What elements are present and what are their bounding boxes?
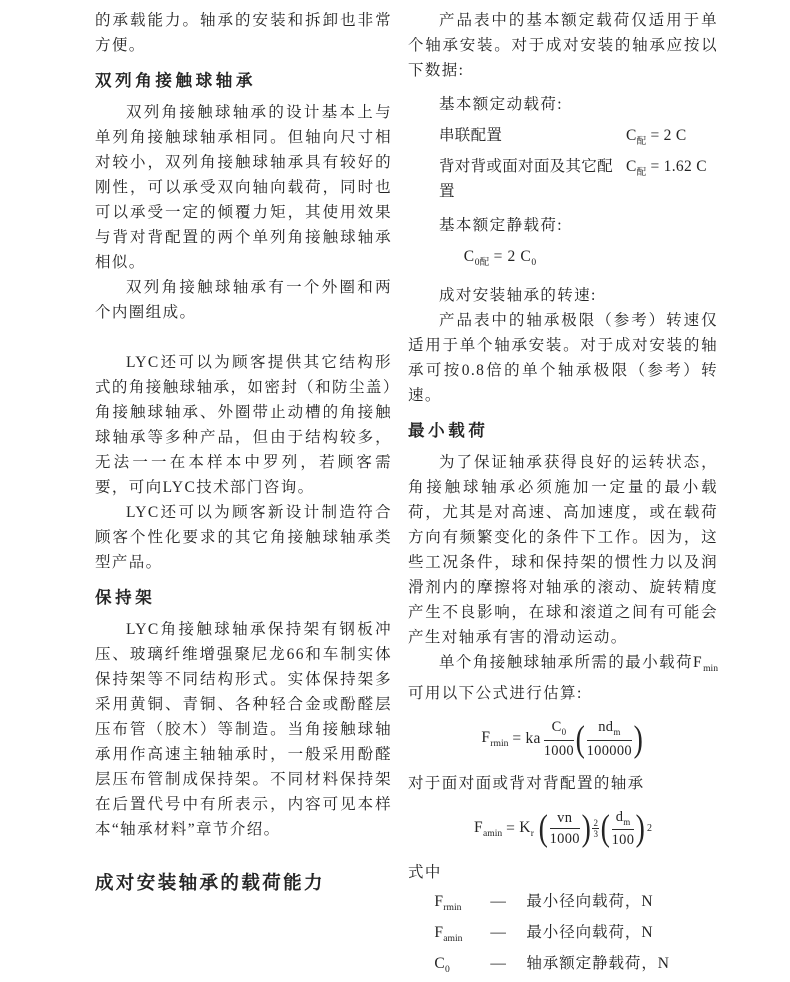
- definition-dash: —: [490, 955, 507, 973]
- right-column: [408, 8, 718, 976]
- static-load-formula: $C_{0配} = 2$ $C_0$: [463, 248, 537, 269]
- row-back-to-back-config: [408, 154, 718, 204]
- heading-cage: 保持架: [95, 589, 156, 607]
- tandem-config-formula: $C_配 = 2$ C: [626, 127, 687, 148]
- left-column: [95, 8, 392, 893]
- famin-coefficient: $K_r$: [519, 818, 534, 839]
- paragraph-face-to-face: 对于面对面或背对背配置的轴承: [408, 774, 645, 792]
- paragraph-minimum-load: 为了保证轴承获得良好的运转状态，角接触球轴承必须施加一定量的最小载荷，尤其是对高速、高加速度，或在载荷方向有频繁变化的条件下工作。因为，这些工况条件，球和保持架的惯性力以及润滑剂内的摩擦将对轴承的滚动、旋转精度产生不良影响，在球和滚道之间有可能会产生对轴承有害的滑动运动。: [408, 454, 718, 647]
- definition-term: $C_0$: [434, 955, 450, 976]
- label-basic-dynamic-load: 基本额定动载荷:: [439, 96, 563, 113]
- definition-dash: —: [490, 924, 507, 942]
- definition-frmin: [408, 889, 718, 920]
- heading-double-row-bearings: 双列角接触球轴承: [95, 72, 257, 90]
- paragraph-double-row-design: 双列角接触球轴承的设计基本上与单列角接触球轴承相同。但轴向尺寸相对较小，双列角接触球轴承具有较好的刚性，可以承受双向轴向载荷，同时也可以承受一定的倾覆力矩，其使用效果与背对背配置的两个单列角接触球轴承相似。: [95, 104, 392, 271]
- close-paren: ): [635, 808, 646, 850]
- fraction-vn-1000: $\frac{vn}{1000}$: [549, 809, 580, 848]
- formula-frmin: [408, 718, 718, 760]
- definition-term: $F_{rmin}$: [434, 893, 462, 914]
- definition-famin: [408, 920, 718, 951]
- fraction-dm-100: $\frac{d_m}{100}$: [611, 808, 635, 849]
- formula-famin: [408, 808, 718, 850]
- open-paren: (: [600, 808, 611, 850]
- fmin-symbol: $F_{min}$: [693, 654, 718, 675]
- label-basic-static-load: 基本额定静载荷:: [439, 217, 563, 235]
- paragraph-cage-materials: LYC角接触球轴承保持架有钢板冲压、玻璃纤维增强聚尼龙66和车制实体保持架等不同结构形式。实体保持架多采用黄铜、青铜、各种轻合金或酚醛层压布管（胶木）等制造。当角接触球轴承用作高速主轴轴承时，一般采用酚醛层压布管制成保持架。不同材料保持架在后置代号中有所表示，内容可见本样本“轴承材料”章节介绍。: [95, 621, 392, 838]
- definition-text: 轴承额定静载荷，N: [526, 955, 670, 973]
- fraction-ndm-100000: $\frac{nd_m}{100000}$: [586, 719, 632, 759]
- open-paren: (: [575, 718, 586, 760]
- label-where: 式中: [408, 864, 442, 882]
- definition-dash: —: [490, 893, 507, 911]
- paragraph-lyc-other-structures: LYC还可以为顾客提供其它结构形式的角接触球轴承，如密封（和防尘盖）角接触球轴承、外圈带止动槽的角接触球轴承等多种产品，但由于结构较多，无法一一在本样本中罗列，若顾客需要，可向LYC技术部门咨询。: [95, 354, 392, 496]
- definition-term: $F_{amin}$: [434, 924, 463, 945]
- back-to-back-config-label: 背对背或面对面及其它配置: [439, 158, 613, 201]
- equals-sign: =: [506, 819, 516, 837]
- exponent-two: 2: [646, 822, 652, 834]
- close-paren: ): [633, 718, 644, 760]
- frmin-coefficient: ka: [525, 730, 541, 748]
- paragraph-lyc-custom: LYC还可以为顾客新设计制造符合顾客个性化要求的其它角接触球轴承类型产品。: [95, 504, 392, 571]
- heading-paired-bearing-load-capacity: 成对安装轴承的载荷能力: [95, 872, 325, 893]
- label-paired-bearing-speed: 成对安装轴承的转速:: [439, 287, 597, 305]
- definition-text: 最小径向载荷，N: [526, 924, 654, 942]
- paragraph-formula-intro: 单个角接触球轴承所需的最小载荷$F_{min}$可用以下公式进行估算:: [408, 654, 718, 703]
- heading-minimum-load: 最小载荷: [408, 422, 489, 441]
- paragraph-rings: 双列角接触球轴承有一个外圈和两个内圈组成。: [95, 279, 392, 321]
- famin-term: $F_{amin}$: [474, 818, 503, 839]
- equals-sign: =: [512, 730, 522, 748]
- paragraph-speed-limit: 产品表中的轴承极限（参考）转速仅适用于单个轴承安装。对于成对安装的轴承可按0.8倍的单个轴承极限（参考）转速。: [408, 312, 718, 405]
- exponent-two-thirds: 2 3: [593, 818, 598, 840]
- fraction-c0-1000: $\frac{C_0}{1000}$: [543, 719, 574, 759]
- open-paren: (: [538, 808, 549, 850]
- definition-text: 最小径向载荷，N: [526, 893, 654, 911]
- paragraph-rated-load: 产品表中的基本额定载荷仅适用于单个轴承安装。对于成对安装的轴承应按以下数据:: [408, 12, 718, 79]
- close-paren: ): [581, 808, 591, 850]
- frmin-term: $F_{rmin}$: [481, 729, 509, 750]
- tandem-config-label: 串联配置: [439, 127, 503, 144]
- definition-c0: [408, 951, 718, 982]
- row-tandem-config: [408, 123, 718, 154]
- back-to-back-config-formula: $C_配 = 1.62$ C: [626, 158, 707, 179]
- paragraph-intro-continuation: 的承载能力。轴承的安装和拆卸也非常方便。: [95, 12, 392, 54]
